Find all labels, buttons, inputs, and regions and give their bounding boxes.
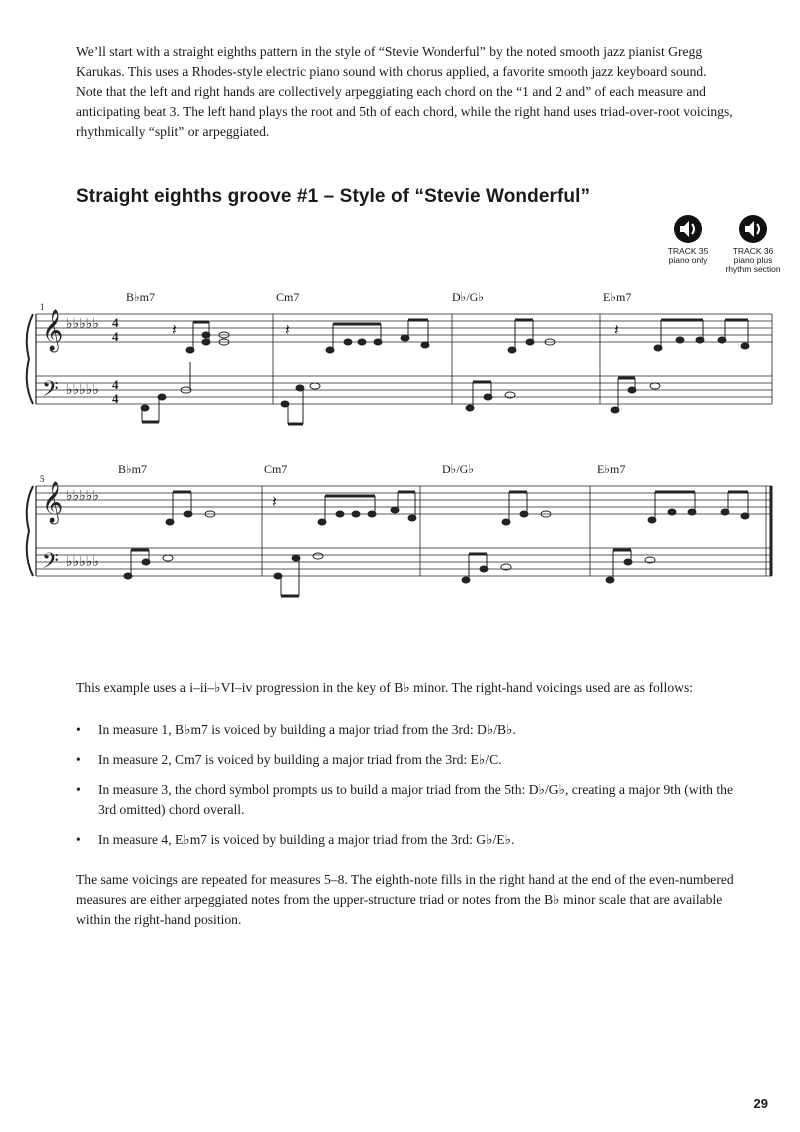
svg-text:4: 4 [112, 329, 119, 344]
svg-text:♭♭♭♭♭: ♭♭♭♭♭ [66, 488, 100, 504]
svg-text:𝄽: 𝄽 [285, 320, 290, 339]
chord-symbol: E♭m7 [603, 290, 632, 304]
intro-paragraph: We’ll start with a straight eighths pattern in the style of “Stevie Wonderful” by the noted smooth jazz pianist Gregg Karukas. This uses a Rhodes-style electric piano sound with chorus applied, a favorite smooth jazz keyboard sound. Note that the left and right hands are collectively arpeggiating each chord on the “1 and 2 and” of each measure and anticipating beat 3. The left hand plays the root and 5th of each chord, while the right hand uses triad-over-root voicings, rhythmically “split” or arpeggiated. [76, 44, 733, 139]
svg-text:𝄽: 𝄽 [272, 492, 277, 511]
svg-text:4: 4 [112, 315, 119, 330]
track-label: TRACK 36 [732, 246, 774, 256]
conclusion-paragraph: The same voicings are repeated for measures 5–8. The eighth-note fills in the right hand at the end of the even-numbered measures are either arpeggiated notes from the upper-structure triad or notes from the B♭ minor scale that are available within the right-hand position. [76, 872, 734, 927]
track-desc: piano only [668, 255, 708, 265]
measure-number: 1 [40, 302, 45, 312]
list-item: • In measure 2, Cm7 is voiced by building a major triad from the 3rd: E♭/C. [76, 750, 736, 770]
track-desc-2: rhythm section [725, 264, 781, 274]
voicing-list [76, 720, 736, 860]
chord-symbol: B♭m7 [126, 290, 155, 304]
chord-symbol: Cm7 [276, 290, 300, 304]
svg-text:♭♭♭♭♭: ♭♭♭♭♭ [66, 554, 100, 570]
chord-symbol: E♭m7 [597, 462, 626, 476]
chord-symbol: D♭/G♭ [452, 290, 484, 304]
analysis-paragraph: This example uses a i–ii–♭VI–iv progression in the key of B♭ minor. The right-hand voicings used are as follows: [76, 680, 694, 695]
svg-text:♭♭♭♭♭: ♭♭♭♭♭ [66, 316, 100, 332]
list-item: • In measure 3, the chord symbol prompts us to build a major triad from the 5th: D♭/G♭, creating a major 9th (with the 3rd omitted) chord overall. [76, 780, 736, 820]
track-36-audio[interactable] [718, 214, 788, 274]
svg-text:𝄢: 𝄢 [42, 377, 59, 407]
music-staff-system-1 [0, 300, 800, 430]
chord-symbol: B♭m7 [118, 462, 147, 476]
track-35-audio[interactable] [658, 214, 718, 265]
section-title: Straight eighths groove #1 – Style of “Stevie Wonderful” [76, 186, 591, 207]
track-desc: piano plus [733, 255, 773, 265]
svg-text:𝄞: 𝄞 [42, 310, 64, 351]
svg-text:𝄽: 𝄽 [614, 320, 619, 339]
page-number: 29 [753, 1096, 768, 1111]
chord-symbol: Cm7 [264, 462, 288, 476]
svg-text:♭♭♭♭♭: ♭♭♭♭♭ [66, 382, 100, 398]
svg-text:𝄞: 𝄞 [42, 482, 64, 523]
track-label: TRACK 35 [667, 246, 709, 256]
speaker-icon[interactable] [738, 214, 768, 244]
chord-symbol: D♭/G♭ [442, 462, 474, 476]
svg-text:𝄽: 𝄽 [172, 320, 177, 339]
list-item: • In measure 4, E♭m7 is voiced by building a major triad from the 3rd: G♭/E♭. [76, 830, 736, 850]
speaker-icon[interactable] [673, 214, 703, 244]
svg-text:4: 4 [112, 391, 119, 406]
music-staff-system-2 [0, 472, 800, 602]
list-item: • In measure 1, B♭m7 is voiced by building a major triad from the 3rd: D♭/B♭. [76, 720, 736, 740]
svg-text:4: 4 [112, 377, 119, 392]
measure-number: 5 [40, 474, 45, 484]
svg-text:𝄢: 𝄢 [42, 549, 59, 579]
